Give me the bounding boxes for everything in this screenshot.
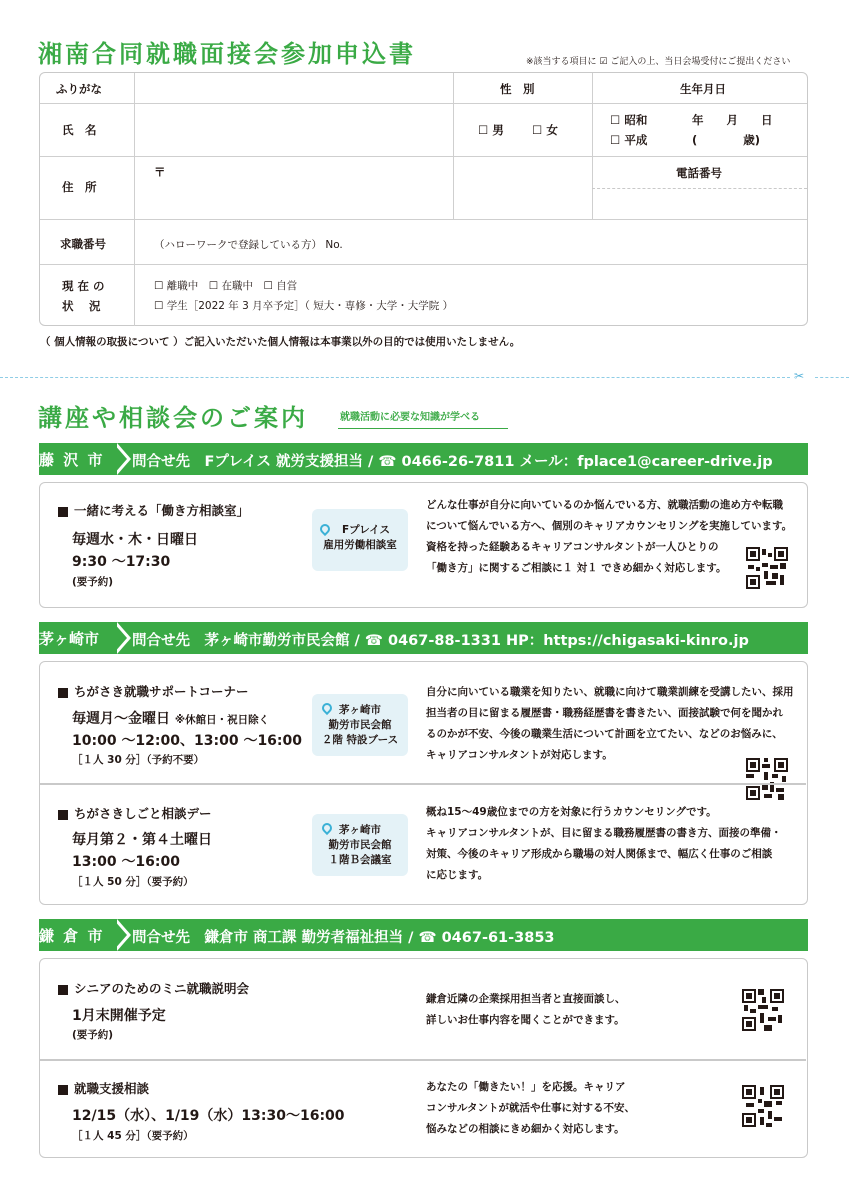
qr-code-icon[interactable] [746, 547, 788, 589]
status-options-1[interactable]: ☐ 離職中 ☐ 在職中 ☐ 自営 [154, 280, 298, 292]
kamakura-s2-heading: 就職支援相談 [58, 1079, 149, 1097]
chigasaki-contact: 問合せ先 茅ヶ崎市勤労市民会館 / ☎ 0467-88-1331 HP：https://chigasaki-kinro.jp [132, 633, 749, 649]
kamakura-s2-date: 12/15（水）、1/19（水）13:30〜16:00 [72, 1108, 345, 1124]
status-options-2[interactable]: ☐ 学生［2022 年 3 月卒予定］（ 短大・専修・大学・大学院 ） [154, 300, 454, 312]
kamakura-card [39, 958, 808, 1158]
birthdate-label: 生年月日 [680, 82, 726, 96]
postal-mark: 〒 [154, 165, 166, 179]
job-number-label: 求職番号 [60, 237, 106, 251]
chigasaki-card [39, 661, 808, 905]
fujisawa-location: Fプレイス 雇用労働相談室 [312, 509, 408, 571]
fujisawa-note: (要予約) [72, 576, 114, 588]
privacy-notice: （ 個人情報の取扱について ）ご記入いただいた個人情報は本事業以外の目的では使用いたしません。 [40, 336, 521, 348]
name-label: 氏 名 [62, 123, 97, 137]
furigana-label: ふりがな [56, 82, 102, 96]
status-label-2: 状 況 [62, 299, 101, 313]
chigasaki-s1-heading: ちがさき就職サポートコーナー [58, 682, 249, 700]
kamakura-s1-date: 1月末開催予定 [72, 1008, 166, 1024]
status-label-1: 現 在 の [62, 279, 105, 293]
female-checkbox[interactable]: ☐ 女 [532, 123, 558, 137]
chigasaki-s2-heading: ちがさきしごと相談デー [58, 804, 212, 822]
showa-checkbox[interactable]: ☐ 昭和 [610, 113, 648, 127]
cut-line [0, 377, 790, 378]
chigasaki-s2-note: ［１人 50 分］（要予約） [72, 876, 194, 888]
gender-label: 性 別 [500, 82, 535, 96]
chigasaki-s2-location: 茅ヶ崎市 勤労市民会館 １階Ｂ会議室 [312, 814, 408, 876]
guide-title: 講座や相談会のご案内 [38, 404, 308, 432]
heisei-checkbox[interactable]: ☐ 平成 [610, 133, 648, 147]
form-note: ※該当する項目に ☑ ご記入の上、当日会場受付にご提出ください [526, 57, 791, 67]
qr-code-icon[interactable] [742, 1085, 784, 1127]
address-field[interactable] [136, 158, 592, 218]
chigasaki-separator [40, 783, 806, 785]
chigasaki-s2-days: 毎月第２・第４土曜日 [72, 832, 212, 848]
guide-subtitle: 就職活動に必要な知識が学べる [340, 412, 480, 423]
application-form [39, 72, 808, 326]
guide-subtitle-underline [338, 428, 508, 429]
kamakura-s1-heading: シニアのためのミニ就職説明会 [58, 979, 249, 997]
qr-code-icon[interactable] [746, 758, 788, 800]
kamakura-s2-description: あなたの「働きたい！」を応援。キャリア コンサルタントが就活や仕事に対する不安、 悩みなどの相談にきめ細かく対応します。 [426, 1081, 636, 1135]
chigasaki-s2-time: 13:00 〜16:00 [72, 854, 181, 870]
kamakura-s2-note: ［１人 45 分］（要予約） [72, 1130, 194, 1142]
name-field[interactable] [136, 105, 452, 155]
kamakura-s1-note: (要予約) [72, 1029, 114, 1041]
phone-field[interactable] [594, 190, 806, 218]
form-title: 湘南合同就職面接会参加申込書 [38, 40, 416, 68]
cut-line-end [815, 377, 849, 378]
kamakura-contact: 問合せ先 鎌倉市 商工課 勤労者福祉担当 / ☎ 0467-61-3853 [132, 930, 555, 946]
chigasaki-s2-description: 概ね15〜49歳位までの方を対象に行うカウンセリングです。 キャリアコンサルタントが、目に留まる職務履歴書の書き方、面接の準備・ 対策、今後のキャリア形成から職場の対人関係まで、幅広く仕事のご相談 に応じます。 [426, 806, 782, 881]
chigasaki-s1-note: ［１人 30 分］（予約不要） [72, 754, 205, 766]
chigasaki-city: 茅ヶ崎市 [39, 622, 117, 654]
male-checkbox[interactable]: ☐ 男 [478, 123, 504, 137]
chigasaki-s1-time: 10:00 〜12:00、13:00 〜16:00 [72, 733, 303, 749]
chigasaki-s1-days: 毎週月〜金曜日 ※休館日・祝日除く [72, 711, 270, 727]
kamakura-s1-description: 鎌倉近隣の企業採用担当者と直接面談し、 詳しいお仕事内容を聞くことができます。 [426, 993, 626, 1026]
furigana-field[interactable] [136, 75, 452, 102]
chigasaki-bar [39, 622, 808, 654]
job-number-field[interactable] [370, 223, 800, 261]
qr-code-icon[interactable] [742, 989, 784, 1031]
scissors-icon: ✂ [794, 369, 805, 383]
kamakura-separator [40, 1059, 806, 1061]
age-field: ( 歳) [692, 133, 761, 147]
kamakura-bar [39, 919, 808, 951]
chigasaki-s1-location: 茅ヶ崎市 勤労市民会館 ２階 特設ブース [312, 694, 408, 756]
fujisawa-days: 毎週水・木・日曜日 [72, 532, 198, 548]
fujisawa-time: 9:30 〜17:30 [72, 554, 171, 570]
fujisawa-card [39, 482, 808, 608]
fujisawa-description: どんな仕事が自分に向いているのか悩んでいる方、就職活動の進め方や転職 について悩んでいる方へ、個別のキャリアカウンセリングを実施しています。 資格を持った経験あるキャリアコンサルタントが一人ひとりの 「働き方」に関するご相談に１ 対１ できめ細かく対応します。 [426, 499, 793, 574]
fujisawa-bar [39, 443, 808, 475]
fujisawa-contact: 問合せ先 Fプレイス 就労支援担当 / ☎ 0466-26-7811 メール：fplace1@career-drive.jp [132, 454, 773, 470]
birthdate-ymd: 年 月 日 [692, 113, 773, 127]
kamakura-city: 鎌 倉 市 [39, 919, 117, 951]
job-number-hint: （ハローワークで登録している方） No. [154, 239, 343, 251]
phone-label: 電話番号 [676, 166, 722, 180]
address-label: 住 所 [62, 180, 97, 194]
fujisawa-heading: 一緒に考える「働き方相談室」 [58, 501, 249, 519]
fujisawa-city: 藤 沢 市 [39, 443, 117, 475]
chigasaki-s1-description: 自分に向いている職業を知りたい、就職に向けて職業訓練を受講したい、採用 担当者の目に留まる履歴書・職務経歴書を書きたい、面接試験で何を聞かれ るのかが不安、今後の職業生活について計画を立てたい、などのお悩みに、 キャリアコンサルタントが対応します。 [426, 686, 794, 761]
